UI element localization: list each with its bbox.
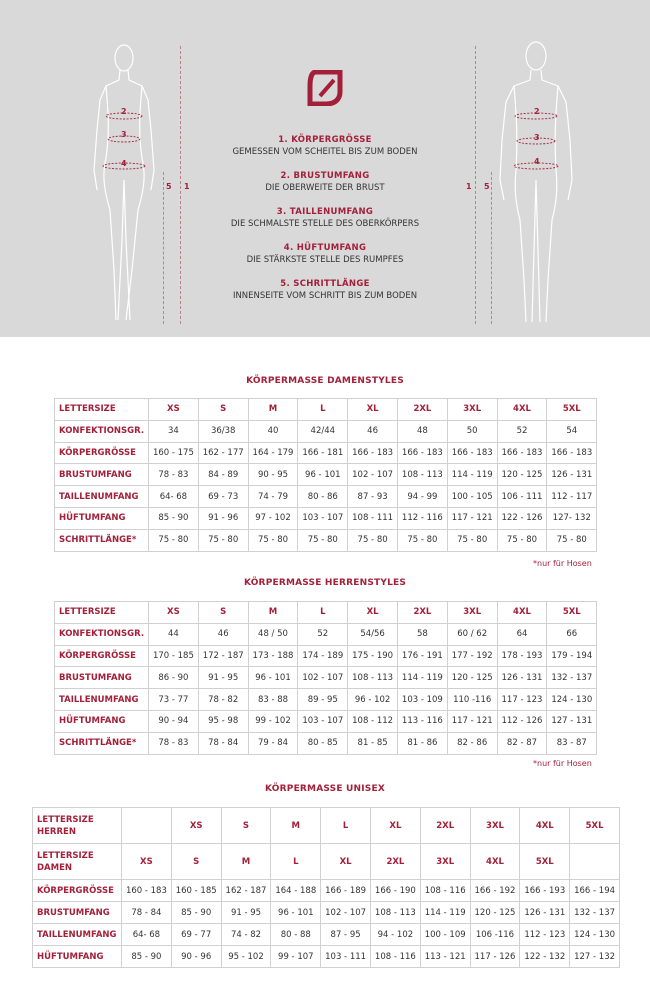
definition-desc: INNENSEITE VOM SCHRITT BIS ZUM BODEN xyxy=(232,291,418,301)
table-cell: 94 - 102 xyxy=(370,924,420,946)
size-header-cell: S xyxy=(171,844,221,880)
table-cell: 99 - 107 xyxy=(271,946,321,968)
table-cell: 54/56 xyxy=(348,623,398,645)
herren-size-table xyxy=(54,601,597,755)
table-cell: 75 - 80 xyxy=(298,529,348,551)
size-header-cell xyxy=(570,844,620,880)
table-body xyxy=(33,808,620,968)
row-header-cell: HÜFTUMFANG xyxy=(33,946,122,968)
table-cell: 69 - 73 xyxy=(198,486,248,508)
male-inseam-line xyxy=(491,172,492,324)
size-header-cell: XL xyxy=(321,844,371,880)
male-height-line xyxy=(475,46,476,324)
table-cell: 108 - 113 xyxy=(397,464,447,486)
row-header-cell: BRUSTUMFANG xyxy=(33,902,122,924)
row-header-cell: HÜFTUMFANG xyxy=(55,710,149,732)
table-cell: 170 - 185 xyxy=(149,645,199,667)
table-cell: 176 - 191 xyxy=(397,645,447,667)
size-header-cell: 5XL xyxy=(520,844,570,880)
table-cell: 126 - 131 xyxy=(547,464,597,486)
table-cell: 110 -116 xyxy=(447,689,497,711)
size-header-cell: 4XL xyxy=(497,399,547,421)
male-marker-2: 2 xyxy=(534,107,540,116)
table-row xyxy=(55,529,597,551)
table-cell: 108 - 113 xyxy=(370,902,420,924)
size-header-cell: 2XL xyxy=(397,602,447,624)
table-cell: 46 xyxy=(348,420,398,442)
table-header-row xyxy=(33,844,620,880)
table-cell: 83 - 88 xyxy=(248,689,298,711)
table-cell: 52 xyxy=(298,623,348,645)
table-cell: 60 / 62 xyxy=(447,623,497,645)
table-cell: 103 - 107 xyxy=(298,710,348,732)
damen-size-table xyxy=(54,398,597,552)
size-header-cell: 5XL xyxy=(547,399,597,421)
table-cell: 102 - 107 xyxy=(321,902,371,924)
table-header-row xyxy=(55,399,597,421)
table-cell: 112 - 123 xyxy=(520,924,570,946)
table-cell: 112 - 117 xyxy=(547,486,597,508)
table-cell: 75 - 80 xyxy=(547,529,597,551)
table-cell: 80 - 85 xyxy=(298,732,348,754)
measurement-guide xyxy=(0,0,650,337)
table-cell: 164 - 179 xyxy=(248,442,298,464)
table-cell: 106 - 111 xyxy=(497,486,547,508)
table-row xyxy=(33,946,620,968)
table-cell: 44 xyxy=(149,623,199,645)
row-header-cell xyxy=(33,844,122,880)
table-cell: 108 - 111 xyxy=(348,507,398,529)
table-cell: 84 - 89 xyxy=(198,464,248,486)
female-height-line xyxy=(180,46,181,324)
size-header-cell: M xyxy=(248,602,298,624)
table-cell: 100 - 105 xyxy=(447,486,497,508)
table-cell: 122 - 126 xyxy=(497,507,547,529)
table-cell: 122 - 132 xyxy=(520,946,570,968)
table-cell: 66 xyxy=(547,623,597,645)
table-cell: 162 - 187 xyxy=(221,880,271,902)
table-cell: 106 -116 xyxy=(470,924,520,946)
table-cell: 82 - 86 xyxy=(447,732,497,754)
table-cell: 100 - 109 xyxy=(420,924,470,946)
size-header-cell: M xyxy=(221,844,271,880)
table-cell: 40 xyxy=(248,420,298,442)
row-header-cell: LETTERSIZE xyxy=(55,399,149,421)
row-header-cell: SCHRITTLÄNGE* xyxy=(55,529,149,551)
size-header-cell: XS xyxy=(122,844,172,880)
table-cell: 166 - 190 xyxy=(370,880,420,902)
table-cell: 160 - 185 xyxy=(171,880,221,902)
table-cell: 166 - 192 xyxy=(470,880,520,902)
table-cell: 114 - 119 xyxy=(420,902,470,924)
row-header-cell: TAILLENUMFANG xyxy=(33,924,122,946)
size-header-cell: 2XL xyxy=(420,808,470,844)
definition-title: 5. SCHRITTLÄNGE xyxy=(280,279,370,289)
table-cell: 113 - 121 xyxy=(420,946,470,968)
table-cell: 103 - 111 xyxy=(321,946,371,968)
definition-title: 3. TAILLENUMFANG xyxy=(276,207,374,217)
table-cell: 81 - 85 xyxy=(348,732,398,754)
table-cell: 166 - 183 xyxy=(348,442,398,464)
definition-item xyxy=(200,278,450,314)
table-cell: 166 - 183 xyxy=(547,442,597,464)
table-cell: 166 - 193 xyxy=(520,880,570,902)
table-cell: 75 - 80 xyxy=(198,529,248,551)
table-row xyxy=(55,464,597,486)
table-cell: 52 xyxy=(497,420,547,442)
male-figure-illustration xyxy=(496,40,576,330)
table-cell: 90 - 94 xyxy=(149,710,199,732)
table-cell: 34 xyxy=(149,420,199,442)
definition-item xyxy=(200,206,450,242)
size-header-cell: XS xyxy=(149,399,199,421)
table-cell: 85 - 90 xyxy=(149,507,199,529)
female-marker-1: 1 xyxy=(184,182,190,191)
table-cell: 112 - 116 xyxy=(397,507,447,529)
table-cell: 117 - 126 xyxy=(470,946,520,968)
table-cell: 78 - 84 xyxy=(198,732,248,754)
table-cell: 173 - 188 xyxy=(248,645,298,667)
size-header-cell: 4XL xyxy=(520,808,570,844)
table-cell: 75 - 80 xyxy=(149,529,199,551)
row-header-line: LETTERSIZE xyxy=(37,850,94,861)
table-cell: 113 - 116 xyxy=(397,710,447,732)
table-cell: 127 - 131 xyxy=(547,710,597,732)
row-header-cell: HÜFTUMFANG xyxy=(55,507,149,529)
row-header-cell: KÖRPERGRÖSSE xyxy=(55,442,149,464)
row-header-cell: KONFEKTIONSGR. xyxy=(55,623,149,645)
table-cell: 108 - 113 xyxy=(348,667,398,689)
size-header-cell: XL xyxy=(348,399,398,421)
table-header-row xyxy=(55,602,597,624)
size-header-cell: XL xyxy=(348,602,398,624)
table-cell: 166 - 183 xyxy=(397,442,447,464)
male-marker-4: 4 xyxy=(534,157,540,166)
table-cell: 103 - 109 xyxy=(397,689,447,711)
damen-section-title: KÖRPERMASSE DAMENSTYLES xyxy=(246,376,404,386)
male-marker-1: 1 xyxy=(466,182,472,191)
table-row xyxy=(55,507,597,529)
table-cell: 80 - 88 xyxy=(271,924,321,946)
table-cell: 91 - 95 xyxy=(198,667,248,689)
definition-desc: DIE OBERWEITE DER BRUST xyxy=(265,183,385,193)
table-cell: 97 - 102 xyxy=(248,507,298,529)
table-cell: 75 - 80 xyxy=(447,529,497,551)
table-cell: 127- 132 xyxy=(547,507,597,529)
table-cell: 132 - 137 xyxy=(570,902,620,924)
table-cell: 164 - 188 xyxy=(271,880,321,902)
table-cell: 120 - 125 xyxy=(470,902,520,924)
table-cell: 75 - 80 xyxy=(248,529,298,551)
row-header-cell: TAILLENUMFANG xyxy=(55,689,149,711)
row-header-cell: BRUSTUMFANG xyxy=(55,464,149,486)
row-header-cell: KONFEKTIONSGR. xyxy=(55,420,149,442)
table-cell: 96 - 101 xyxy=(298,464,348,486)
table-cell: 78 - 82 xyxy=(198,689,248,711)
table-cell: 75 - 80 xyxy=(497,529,547,551)
definition-desc: DIE STÄRKSTE STELLE DES RUMPFES xyxy=(246,255,404,265)
table-cell: 126 - 131 xyxy=(520,902,570,924)
size-header-cell: S xyxy=(198,602,248,624)
table-cell: 96 - 101 xyxy=(271,902,321,924)
table-cell: 86 - 90 xyxy=(149,667,199,689)
row-header-cell: LETTERSIZE xyxy=(55,602,149,624)
definition-item xyxy=(200,134,450,170)
table-cell: 48 / 50 xyxy=(248,623,298,645)
table-cell: 114 - 119 xyxy=(447,464,497,486)
table-body xyxy=(55,602,597,755)
size-header-cell: 2XL xyxy=(370,844,420,880)
table-cell: 50 xyxy=(447,420,497,442)
male-marker-3: 3 xyxy=(534,133,540,142)
table-cell: 54 xyxy=(547,420,597,442)
table-cell: 166 - 189 xyxy=(321,880,371,902)
table-cell: 175 - 190 xyxy=(348,645,398,667)
table-cell: 126 - 131 xyxy=(497,667,547,689)
table-cell: 96 - 102 xyxy=(348,689,398,711)
table-cell: 85 - 90 xyxy=(122,946,172,968)
table-cell: 117 - 123 xyxy=(497,689,547,711)
size-header-cell: 5XL xyxy=(547,602,597,624)
table-cell: 69 - 77 xyxy=(171,924,221,946)
table-cell: 166 - 183 xyxy=(447,442,497,464)
table-cell: 95 - 102 xyxy=(221,946,271,968)
size-header-cell: L xyxy=(298,399,348,421)
size-header-cell: M xyxy=(271,808,321,844)
definition-desc: DIE SCHMALSTE STELLE DES OBERKÖRPERS xyxy=(230,219,420,229)
definition-title: 1. KÖRPERGRÖSSE xyxy=(278,135,372,145)
table-cell: 108 - 112 xyxy=(348,710,398,732)
size-header-cell: S xyxy=(198,399,248,421)
table-row xyxy=(55,486,597,508)
table-cell: 91 - 95 xyxy=(221,902,271,924)
table-cell: 103 - 107 xyxy=(298,507,348,529)
row-header-cell: KÖRPERGRÖSSE xyxy=(55,645,149,667)
table-cell: 87 - 95 xyxy=(321,924,371,946)
size-header-cell: L xyxy=(298,602,348,624)
table-cell: 102 - 107 xyxy=(348,464,398,486)
table-cell: 46 xyxy=(198,623,248,645)
definition-title: 4. HÜFTUMFANG xyxy=(283,243,367,253)
table-body xyxy=(55,399,597,552)
definition-item xyxy=(200,170,450,206)
table-cell: 74 - 82 xyxy=(221,924,271,946)
female-marker-5: 5 xyxy=(166,182,172,191)
brand-logo xyxy=(306,70,344,106)
size-header-cell: 4XL xyxy=(497,602,547,624)
table-cell: 89 - 95 xyxy=(298,689,348,711)
row-header-cell: BRUSTUMFANG xyxy=(55,667,149,689)
table-cell: 74 - 79 xyxy=(248,486,298,508)
table-cell: 78 - 83 xyxy=(149,464,199,486)
size-header-cell: 3XL xyxy=(420,844,470,880)
row-header-line: LETTERSIZE xyxy=(37,814,94,825)
table-cell: 166 - 181 xyxy=(298,442,348,464)
size-header-cell: 3XL xyxy=(447,399,497,421)
table-cell: 160 - 175 xyxy=(149,442,199,464)
table-cell: 48 xyxy=(397,420,447,442)
table-cell: 90 - 95 xyxy=(248,464,298,486)
table-cell: 120 - 125 xyxy=(497,464,547,486)
table-cell: 177 - 192 xyxy=(447,645,497,667)
table-cell: 78 - 83 xyxy=(149,732,199,754)
table-cell: 73 - 77 xyxy=(149,689,199,711)
table-row xyxy=(55,710,597,732)
table-cell: 114 - 119 xyxy=(397,667,447,689)
table-row xyxy=(55,420,597,442)
table-cell: 174 - 189 xyxy=(298,645,348,667)
table-cell: 75 - 80 xyxy=(397,529,447,551)
table-cell: 36/38 xyxy=(198,420,248,442)
table-row xyxy=(33,902,620,924)
size-header-cell: 2XL xyxy=(397,399,447,421)
table-cell: 95 - 98 xyxy=(198,710,248,732)
herren-footnote: *nur für Hosen xyxy=(533,759,592,768)
female-marker-3: 3 xyxy=(121,130,127,139)
table-cell: 108 - 116 xyxy=(420,880,470,902)
table-cell: 102 - 107 xyxy=(298,667,348,689)
table-cell: 124 - 130 xyxy=(570,924,620,946)
herren-section-title: KÖRPERMASSE HERRENSTYLES xyxy=(243,578,407,588)
table-cell: 108 - 116 xyxy=(370,946,420,968)
table-cell: 162 - 177 xyxy=(198,442,248,464)
size-header-cell: 3XL xyxy=(470,808,520,844)
table-cell: 127 - 132 xyxy=(570,946,620,968)
table-cell: 64- 68 xyxy=(122,924,172,946)
row-header-cell: SCHRITTLÄNGE* xyxy=(55,732,149,754)
size-header-cell: M xyxy=(248,399,298,421)
table-row xyxy=(33,880,620,902)
male-marker-5: 5 xyxy=(484,182,490,191)
row-header-line: DAMEN xyxy=(37,862,73,873)
female-marker-2: 2 xyxy=(121,107,127,116)
female-marker-4: 4 xyxy=(121,159,127,168)
size-header-cell xyxy=(122,808,172,844)
table-cell: 87 - 93 xyxy=(348,486,398,508)
definition-title: 2. BRUSTUMFANG xyxy=(280,171,370,181)
table-cell: 91 - 96 xyxy=(198,507,248,529)
table-cell: 64- 68 xyxy=(149,486,199,508)
table-cell: 58 xyxy=(397,623,447,645)
measurement-definitions xyxy=(200,134,450,314)
size-header-cell: L xyxy=(271,844,321,880)
table-cell: 75 - 80 xyxy=(348,529,398,551)
female-inseam-line xyxy=(163,172,164,324)
table-cell: 99 - 102 xyxy=(248,710,298,732)
table-cell: 96 - 101 xyxy=(248,667,298,689)
size-header-cell: 3XL xyxy=(447,602,497,624)
size-header-cell: XL xyxy=(370,808,420,844)
row-header-cell: TAILLENUMFANG xyxy=(55,486,149,508)
table-cell: 120 - 125 xyxy=(447,667,497,689)
table-cell: 117 - 121 xyxy=(447,507,497,529)
table-row xyxy=(55,732,597,754)
definition-desc: GEMESSEN VOM SCHEITEL BIS ZUM BODEN xyxy=(232,147,418,157)
size-header-cell: 5XL xyxy=(570,808,620,844)
female-figure-illustration xyxy=(88,40,168,330)
table-cell: 124 - 130 xyxy=(547,689,597,711)
table-cell: 160 - 183 xyxy=(122,880,172,902)
table-row xyxy=(55,689,597,711)
table-row xyxy=(33,924,620,946)
table-cell: 172 - 187 xyxy=(198,645,248,667)
unisex-section-title: KÖRPERMASSE UNISEX xyxy=(265,784,385,794)
row-header-line: HERREN xyxy=(37,826,76,837)
table-cell: 179 - 194 xyxy=(547,645,597,667)
table-cell: 112 - 126 xyxy=(497,710,547,732)
table-cell: 90 - 96 xyxy=(171,946,221,968)
size-header-cell: L xyxy=(321,808,371,844)
unisex-size-table xyxy=(32,807,620,968)
table-cell: 85 - 90 xyxy=(171,902,221,924)
table-header-row xyxy=(33,808,620,844)
table-cell: 83 - 87 xyxy=(547,732,597,754)
table-cell: 81 - 86 xyxy=(397,732,447,754)
table-cell: 78 - 84 xyxy=(122,902,172,924)
table-cell: 79 - 84 xyxy=(248,732,298,754)
table-cell: 80 - 86 xyxy=(298,486,348,508)
table-cell: 82 - 87 xyxy=(497,732,547,754)
row-header-cell: KÖRPERGRÖSSE xyxy=(33,880,122,902)
table-cell: 166 - 194 xyxy=(570,880,620,902)
row-header-cell xyxy=(33,808,122,844)
table-cell: 94 - 99 xyxy=(397,486,447,508)
table-cell: 132 - 137 xyxy=(547,667,597,689)
table-cell: 42/44 xyxy=(298,420,348,442)
table-row xyxy=(55,623,597,645)
table-row xyxy=(55,645,597,667)
size-header-cell: 4XL xyxy=(470,844,520,880)
definition-item xyxy=(200,242,450,278)
size-header-cell: S xyxy=(221,808,271,844)
damen-footnote: *nur für Hosen xyxy=(533,559,592,568)
size-header-cell: XS xyxy=(171,808,221,844)
table-row xyxy=(55,667,597,689)
table-row xyxy=(55,442,597,464)
size-header-cell: XS xyxy=(149,602,199,624)
table-cell: 178 - 193 xyxy=(497,645,547,667)
table-cell: 166 - 183 xyxy=(497,442,547,464)
table-cell: 117 - 121 xyxy=(447,710,497,732)
table-cell: 64 xyxy=(497,623,547,645)
